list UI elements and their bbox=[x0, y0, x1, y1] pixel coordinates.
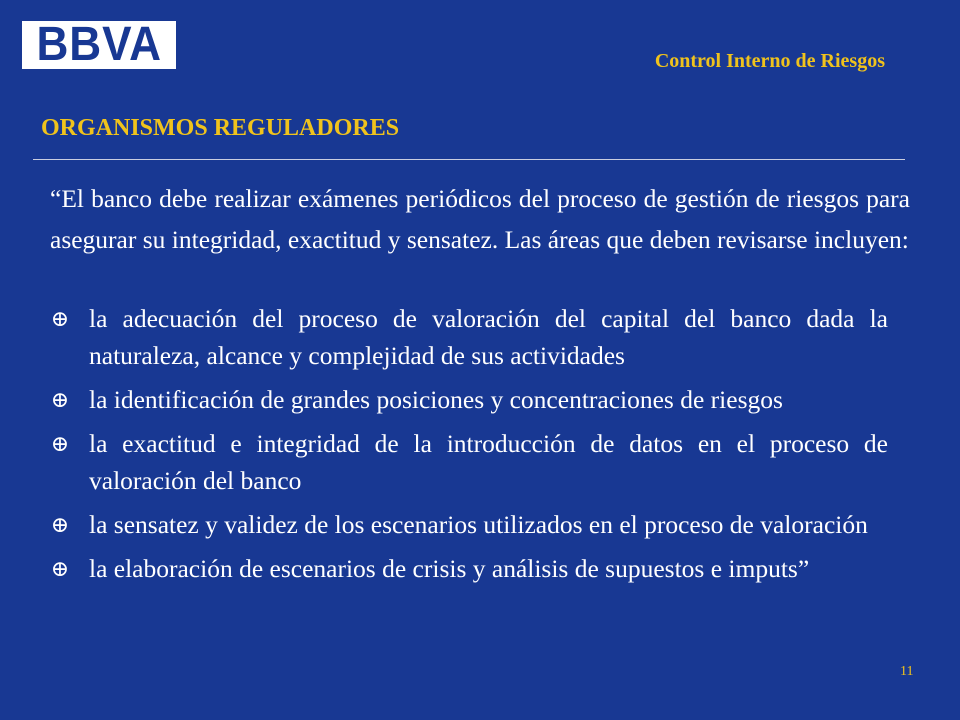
bullet-item bbox=[50, 506, 888, 543]
header-title: Control Interno de Riesgos bbox=[654, 50, 885, 72]
bullet-text: la exactitud e integridad de la introducción de datos en el proceso de valoración del banco bbox=[89, 429, 888, 495]
bullet-text: la identificación de grandes posiciones y concentraciones de riesgos bbox=[89, 385, 783, 414]
bullet-item bbox=[50, 550, 888, 587]
bbva-logo bbox=[22, 18, 176, 71]
bullet-text: la sensatez y validez de los escenarios utilizados en el proceso de valoración bbox=[89, 510, 868, 539]
circled-plus-bullet-icon: ⊕ bbox=[50, 556, 70, 581]
circled-plus-bullet-icon: ⊕ bbox=[50, 512, 70, 537]
circled-plus-bullet-icon: ⊕ bbox=[50, 306, 70, 331]
bullet-text: la elaboración de escenarios de crisis y análisis de supuestos e imputs” bbox=[89, 554, 810, 583]
bullet-text: la adecuación del proceso de valoración del capital del banco dada la naturaleza, alcance y complejidad de sus actividades bbox=[89, 304, 888, 370]
page-number: 11 bbox=[900, 664, 914, 679]
bullet-item bbox=[50, 300, 888, 374]
section-title: ORGANISMOS REGULADORES bbox=[41, 115, 400, 141]
intro-paragraph: “El banco debe realizar exámenes periódicos del proceso de gestión de riesgos para asegurar su integridad, exactitud y sensatez. Las áreas que deben revisarse incluyen: bbox=[50, 184, 910, 254]
logo-text: BBVA bbox=[36, 18, 162, 71]
bullet-item bbox=[50, 381, 888, 418]
circled-plus-bullet-icon: ⊕ bbox=[50, 431, 70, 456]
title-divider bbox=[33, 159, 905, 160]
bullet-list bbox=[50, 300, 888, 594]
circled-plus-bullet-icon: ⊕ bbox=[50, 387, 70, 412]
bullet-item bbox=[50, 425, 888, 499]
